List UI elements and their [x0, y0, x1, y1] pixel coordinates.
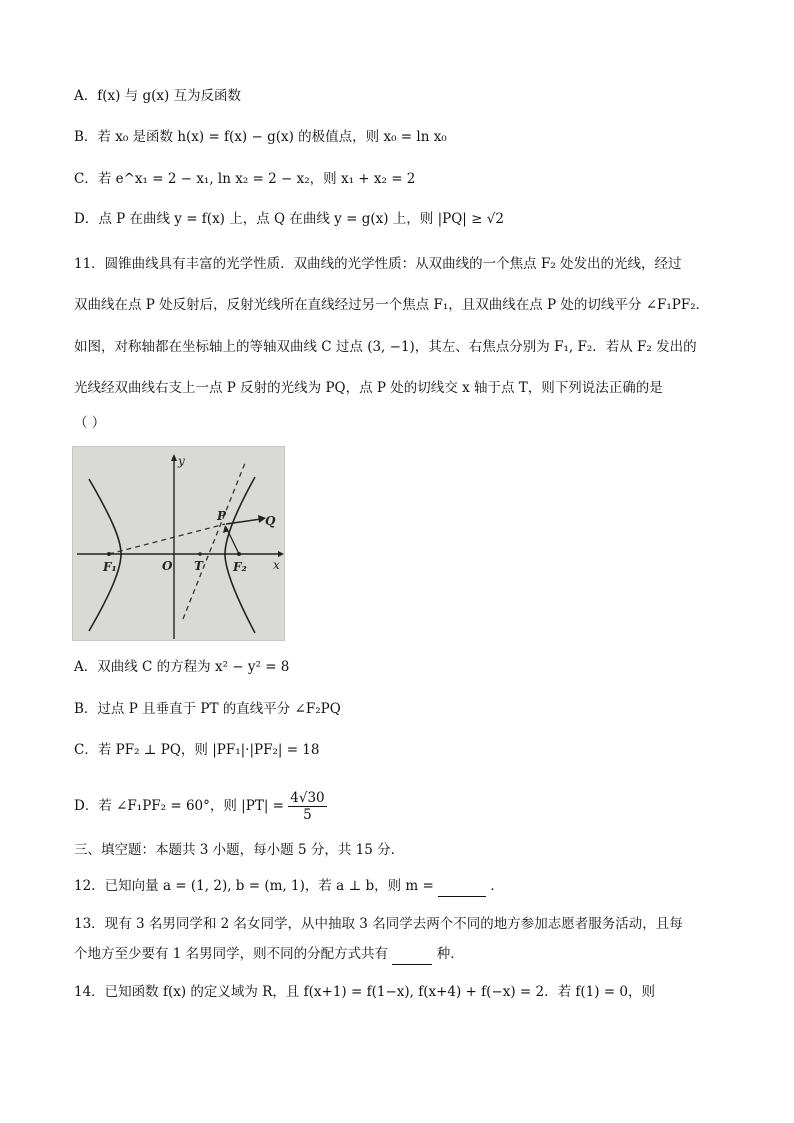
q13-text: 个地方至少要有 1 名男同学，则不同的分配方式共有 [74, 946, 389, 962]
label-focus-f1: F₁ [103, 560, 117, 574]
hyperbola-diagram [73, 447, 286, 642]
q11-option-d-fraction [288, 790, 326, 823]
label-x-axis: x [273, 558, 280, 572]
q11-stem-line-3: 如图，对称轴都在坐标轴上的等轴双曲线 C 过点 (3, −1)，其左、右焦点分别为 F₁, F₂．若从 F₂ 发出的 [74, 339, 697, 355]
section-3-title: 三、填空题：本题共 3 小题，每小题 5 分，共 15 分． [74, 842, 405, 858]
fraction-numerator: 4√30 [290, 790, 325, 806]
fraction-denominator: 5 [303, 807, 312, 823]
q13-answer-blank[interactable] [392, 944, 432, 965]
q12-text: 12．已知向量 a = (1, 2), b = (m, 1)，若 a ⊥ b，则 m = [74, 878, 434, 894]
q13-line-1: 13．现有 3 名男同学和 2 名女同学，从中抽取 3 名同学去两个不同的地方参加志愿者服务活动，且每 [74, 916, 683, 932]
label-point-p: P [217, 509, 227, 523]
q11-stem-line-4: 光线经双曲线右支上一点 P 反射的光线为 PQ，点 P 处的切线交 x 轴于点 T，则下列说法正确的是 [74, 380, 663, 396]
q14-line-1: 14．已知函数 f(x) 的定义域为 R，且 f(x+1) = f(1−x), f(x+4) + f(−x) = 2．若 f(1) = 0，则 [74, 984, 655, 1000]
q10-option-b: B．若 x₀ 是函数 h(x) = f(x) − g(x) 的极值点，则 x₀ = ln x₀ [74, 129, 447, 145]
label-point-q: Q [265, 514, 276, 528]
label-origin-o: O [162, 559, 173, 573]
hyperbola-figure [72, 446, 285, 641]
q11-option-a: A．双曲线 C 的方程为 x² − y² = 8 [74, 659, 290, 675]
q11-option-d [74, 790, 327, 823]
label-point-t: T [194, 559, 203, 573]
q12 [74, 876, 504, 897]
q11-stem-line-1: 11．圆锥曲线具有丰富的光学性质．双曲线的光学性质：从双曲线的一个焦点 F₂ 处发出的光线，经过 [74, 256, 682, 272]
q11-stem-line-2: 双曲线在点 P 处反射后，反射光线所在直线经过另一个焦点 F₁，且双曲线在点 P 处的切线平分 ∠F₁PF₂． [74, 297, 710, 313]
q13-line-2 [74, 944, 464, 965]
label-y-axis: y [178, 454, 185, 468]
q11-answer-bracket: （ ） [74, 415, 106, 431]
q10-option-d: D．点 P 在曲线 y = f(x) 上，点 Q 在曲线 y = g(x) 上，则 |PQ| ≥ √2 [74, 211, 504, 227]
q11-option-d-text: D．若 ∠F₁PF₂ = 60°，则 |PT| = [74, 798, 284, 814]
q10-option-a: A．f(x) 与 g(x) 互为反函数 [74, 88, 242, 104]
label-focus-f2: F₂ [233, 560, 247, 574]
q10-option-c: C．若 e^x₁ = 2 − x₁, ln x₂ = 2 − x₂，则 x₁ + x₂ = 2 [74, 171, 416, 187]
q11-option-c: C．若 PF₂ ⊥ PQ，则 |PF₁|·|PF₂| = 18 [74, 742, 320, 758]
q11-option-b: B．过点 P 且垂直于 PT 的直线平分 ∠F₂PQ [74, 701, 341, 717]
q12-end: ． [490, 878, 504, 894]
q12-answer-blank[interactable] [438, 876, 486, 897]
q13-end: 种． [436, 946, 464, 962]
